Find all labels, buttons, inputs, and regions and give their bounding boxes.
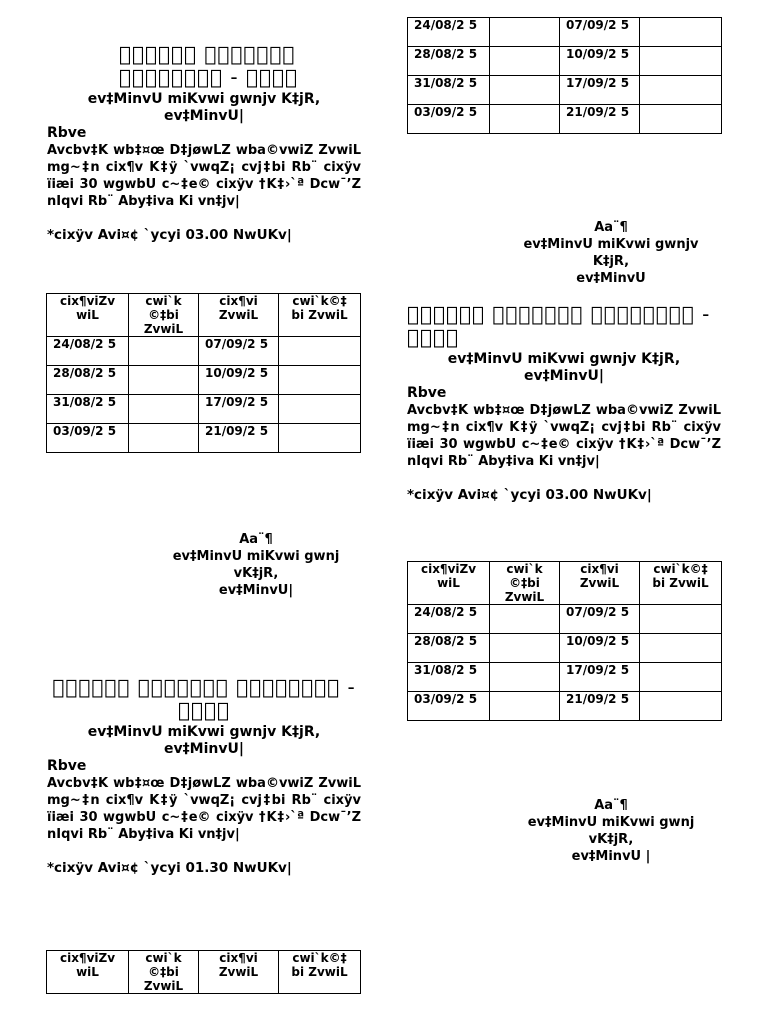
signature-line: ev‡MinvU miKvwi gwnjv xyxy=(523,237,699,252)
notice-subtitle: ev‡MinvU miKvwi gwnjv K‡jR, ev‡MinvU| xyxy=(447,351,681,384)
notice-left-top xyxy=(47,43,361,244)
exam-time-note: *cixÿv Avi¤¢ `ycyi 03.00 NwUKv| xyxy=(407,487,652,503)
table-cell xyxy=(640,605,722,634)
table-cell xyxy=(279,366,361,395)
table-cell: 28/08/2 5 xyxy=(408,47,490,76)
exam-time-note: *cixÿv Avi¤¢ `ycyi 01.30 NwUKv| xyxy=(47,860,292,876)
signature-line: ev‡MinvU | xyxy=(571,849,651,864)
salutation: Rbve xyxy=(47,125,87,141)
column-header: cwi`k ©‡bi ZvwiL xyxy=(490,562,560,605)
table-cell xyxy=(279,337,361,366)
table-cell: 24/08/2 5 xyxy=(408,605,490,634)
table-cell: 21/09/2 5 xyxy=(560,692,640,721)
table-row xyxy=(408,692,722,721)
column-header: cwi`k©‡ bi ZvwiL xyxy=(279,294,361,337)
signature-line: ev‡MinvU miKvwi gwnj xyxy=(527,815,695,830)
signature-line: Aa¨¶ xyxy=(594,798,628,813)
table-cell: 24/08/2 5 xyxy=(408,18,490,47)
table-cell: 21/09/2 5 xyxy=(560,105,640,134)
signature-line: vK‡jR, xyxy=(233,566,279,581)
table-cell: 03/09/2 5 xyxy=(408,105,490,134)
column-header: cix¶viZv wiL xyxy=(47,294,129,337)
notice-right xyxy=(407,303,721,504)
column-header: cwi`k©‡ bi ZvwiL xyxy=(279,951,361,994)
table-row xyxy=(408,47,722,76)
signature-block-top-right xyxy=(491,219,731,287)
salutation: Rbve xyxy=(407,385,447,401)
table-row xyxy=(47,337,361,366)
table-cell xyxy=(490,634,560,663)
table-cell: 24/08/2 5 xyxy=(47,337,129,366)
table-row xyxy=(408,105,722,134)
table-cell: 07/09/2 5 xyxy=(560,605,640,634)
column-header: cwi`k ©‡bi ZvwiL xyxy=(129,951,199,994)
table-cell xyxy=(129,366,199,395)
table-row xyxy=(47,424,361,453)
table-cell: 10/09/2 5 xyxy=(199,366,279,395)
table-cell xyxy=(640,76,722,105)
schedule-table-left-top xyxy=(46,293,361,453)
table-cell: 17/09/2 5 xyxy=(560,663,640,692)
table-row xyxy=(47,366,361,395)
table-cell xyxy=(490,692,560,721)
table-row xyxy=(47,395,361,424)
table-cell: 17/09/2 5 xyxy=(199,395,279,424)
column-header: cix¶viZv wiL xyxy=(408,562,490,605)
table-cell xyxy=(640,47,722,76)
schedule-table-left-bottom xyxy=(46,950,361,994)
table-cell: 03/09/2 5 xyxy=(47,424,129,453)
table-cell xyxy=(640,634,722,663)
table-cell: 10/09/2 5 xyxy=(560,634,640,663)
table-cell: 10/09/2 5 xyxy=(560,47,640,76)
signature-line: vK‡jR, xyxy=(588,832,634,847)
table-cell: 03/09/2 5 xyxy=(408,692,490,721)
table-cell: 17/09/2 5 xyxy=(560,76,640,105)
notice-title:                         -      xyxy=(52,675,356,722)
table-row xyxy=(408,605,722,634)
notice-body: Avcbv‡K wb‡¤œ D‡jøwLZ wba©vwiZ ZvwiL mg~‡n cix¶v K‡ÿ `vwqZ¡ cvj‡bi Rb¨ cixÿv ïiæi 30 wgwbU c~‡e© cixÿv †K‡›`ª Dcw¯’Z nIqvi Rb¨ Aby‡iva Ki vn‡jv| xyxy=(47,143,361,209)
table-row xyxy=(408,634,722,663)
signature-block-left xyxy=(136,531,376,599)
table-cell xyxy=(279,395,361,424)
exam-time-note: *cixÿv Avi¤¢ `ycyi 03.00 NwUKv| xyxy=(47,227,292,243)
notice-subtitle: ev‡MinvU miKvwi gwnjv K‡jR, ev‡MinvU| xyxy=(87,724,321,757)
table-header-row xyxy=(47,294,361,337)
table-cell xyxy=(490,605,560,634)
notice-title:                         -      xyxy=(407,302,711,349)
table-cell xyxy=(490,76,560,105)
column-header: cix¶vi ZvwiL xyxy=(199,294,279,337)
column-header: cix¶vi ZvwiL xyxy=(199,951,279,994)
column-header: cix¶viZv wiL xyxy=(47,951,129,994)
salutation: Rbve xyxy=(47,758,87,774)
schedule-table-top-right xyxy=(407,17,722,134)
column-header: cix¶vi ZvwiL xyxy=(560,562,640,605)
table-cell xyxy=(490,47,560,76)
table-cell xyxy=(640,105,722,134)
table-cell xyxy=(490,105,560,134)
column-header: cwi`k ©‡bi ZvwiL xyxy=(129,294,199,337)
table-header-row xyxy=(408,562,722,605)
table-cell xyxy=(129,424,199,453)
signature-line: K‡jR, xyxy=(592,254,630,269)
table-cell xyxy=(640,18,722,47)
notice-subtitle: ev‡MinvU miKvwi gwnjv K‡jR, ev‡MinvU| xyxy=(87,91,321,124)
signature-line: ev‡MinvU miKvwi gwnj xyxy=(172,549,340,564)
table-cell: 28/08/2 5 xyxy=(408,634,490,663)
notice-title:                         -      xyxy=(119,42,298,89)
schedule-table-right xyxy=(407,561,722,721)
table-cell: 07/09/2 5 xyxy=(199,337,279,366)
table-row xyxy=(408,18,722,47)
table-header-row xyxy=(47,951,361,994)
table-cell: 31/08/2 5 xyxy=(408,663,490,692)
signature-line: Aa¨¶ xyxy=(594,220,628,235)
table-cell: 28/08/2 5 xyxy=(47,366,129,395)
table-cell: 31/08/2 5 xyxy=(408,76,490,105)
table-cell xyxy=(129,337,199,366)
table-row xyxy=(408,663,722,692)
table-cell xyxy=(490,663,560,692)
table-cell xyxy=(640,692,722,721)
signature-line: ev‡MinvU| xyxy=(218,583,294,598)
column-header: cwi`k©‡ bi ZvwiL xyxy=(640,562,722,605)
table-cell: 21/09/2 5 xyxy=(199,424,279,453)
signature-block-right xyxy=(491,797,731,865)
table-cell: 31/08/2 5 xyxy=(47,395,129,424)
table-row xyxy=(408,76,722,105)
table-cell xyxy=(490,18,560,47)
table-cell xyxy=(279,424,361,453)
table-cell: 07/09/2 5 xyxy=(560,18,640,47)
notice-body: Avcbv‡K wb‡¤œ D‡jøwLZ wba©vwiZ ZvwiL mg~‡n cix¶v K‡ÿ `vwqZ¡ cvj‡bi Rb¨ cixÿv ïiæi 30 wgwbU c~‡e© cixÿv †K‡›`ª Dcw¯’Z nIqvi Rb¨ Aby‡iva Ki vn‡jv| xyxy=(47,776,361,842)
notice-body: Avcbv‡K wb‡¤œ D‡jøwLZ wba©vwiZ ZvwiL mg~‡n cix¶v K‡ÿ `vwqZ¡ cvj‡bi Rb¨ cixÿv ïiæi 30 wgwbU c~‡e© cixÿv †K‡›`ª Dcw¯’Z nIqvi Rb¨ Aby‡iva Ki vn‡jv| xyxy=(407,403,721,469)
signature-line: ev‡MinvU xyxy=(576,271,646,286)
table-cell xyxy=(640,663,722,692)
signature-line: Aa¨¶ xyxy=(239,532,273,547)
table-cell xyxy=(129,395,199,424)
notice-left-bottom xyxy=(47,676,361,877)
